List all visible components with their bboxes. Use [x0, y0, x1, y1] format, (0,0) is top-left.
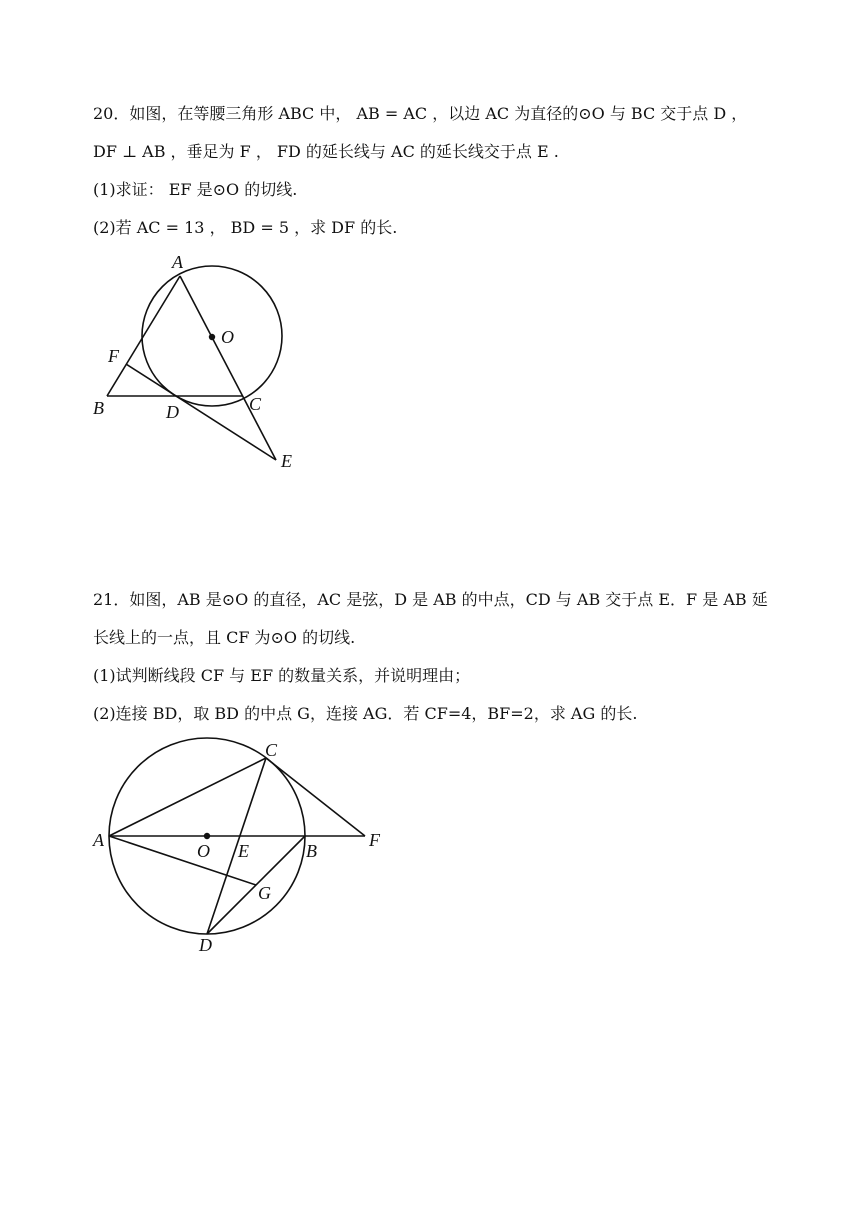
q21-segment-cd	[207, 758, 266, 934]
q21-part1: (1)试判断线段 CF 与 EF 的数量关系，并说明理由；	[93, 666, 471, 685]
q20-part2: (2)若 AC = 13 ， BD = 5 ，求 DF 的长.	[93, 218, 398, 237]
q21-geometry-figure	[0, 720, 420, 970]
q21-line2: 长线上的一点，且 CF 为⊙O 的切线.	[93, 628, 356, 647]
q20-segment-ab	[107, 276, 180, 396]
q21-line1: 21．如图，AB 是⊙O 的直径，AC 是弦，D 是 AB 的中点，CD 与 AB 交于点 E．F 是 AB 延	[93, 590, 768, 609]
q20-label-c: C	[249, 394, 262, 414]
q20-label-d: D	[166, 402, 179, 422]
q21-label-e: E	[238, 841, 249, 861]
q21-segment-cf	[266, 758, 365, 836]
q20-label-o: O	[221, 327, 234, 347]
q20-geometry-figure	[0, 0, 420, 500]
q21-segment-ag	[109, 836, 256, 885]
q20-label-b: B	[93, 398, 104, 418]
q20-center-dot	[209, 334, 215, 340]
q21-label-g: G	[258, 883, 271, 903]
q21-label-d: D	[199, 935, 212, 955]
q21-segment-ac	[109, 758, 266, 836]
q20-line1: 20．如图，在等腰三角形 ABC 中， AB = AC ，以边 AC 为直径的⊙O 与 BC 交于点 D ，	[93, 104, 748, 123]
q21-label-c: C	[265, 740, 278, 760]
q21-label-o: O	[197, 841, 210, 861]
q20-part1: (1)求证： EF 是⊙O 的切线.	[93, 180, 298, 199]
q20-label-a: A	[172, 252, 183, 272]
q21-label-f: F	[369, 830, 380, 850]
q20-label-e: E	[281, 451, 292, 471]
q21-center-dot	[204, 833, 210, 839]
q20-label-f: F	[108, 346, 119, 366]
q20-line2: DF ⊥ AB ，垂足为 F ， FD 的延长线与 AC 的延长线交于点 E .	[93, 142, 559, 161]
q20-segment-ae	[180, 276, 276, 460]
q21-label-b: B	[306, 841, 317, 861]
q21-label-a: A	[93, 830, 104, 850]
q21-part2: (2)连接 BD，取 BD 的中点 G，连接 AG．若 CF=4，BF=2，求 AG 的长.	[93, 704, 638, 723]
